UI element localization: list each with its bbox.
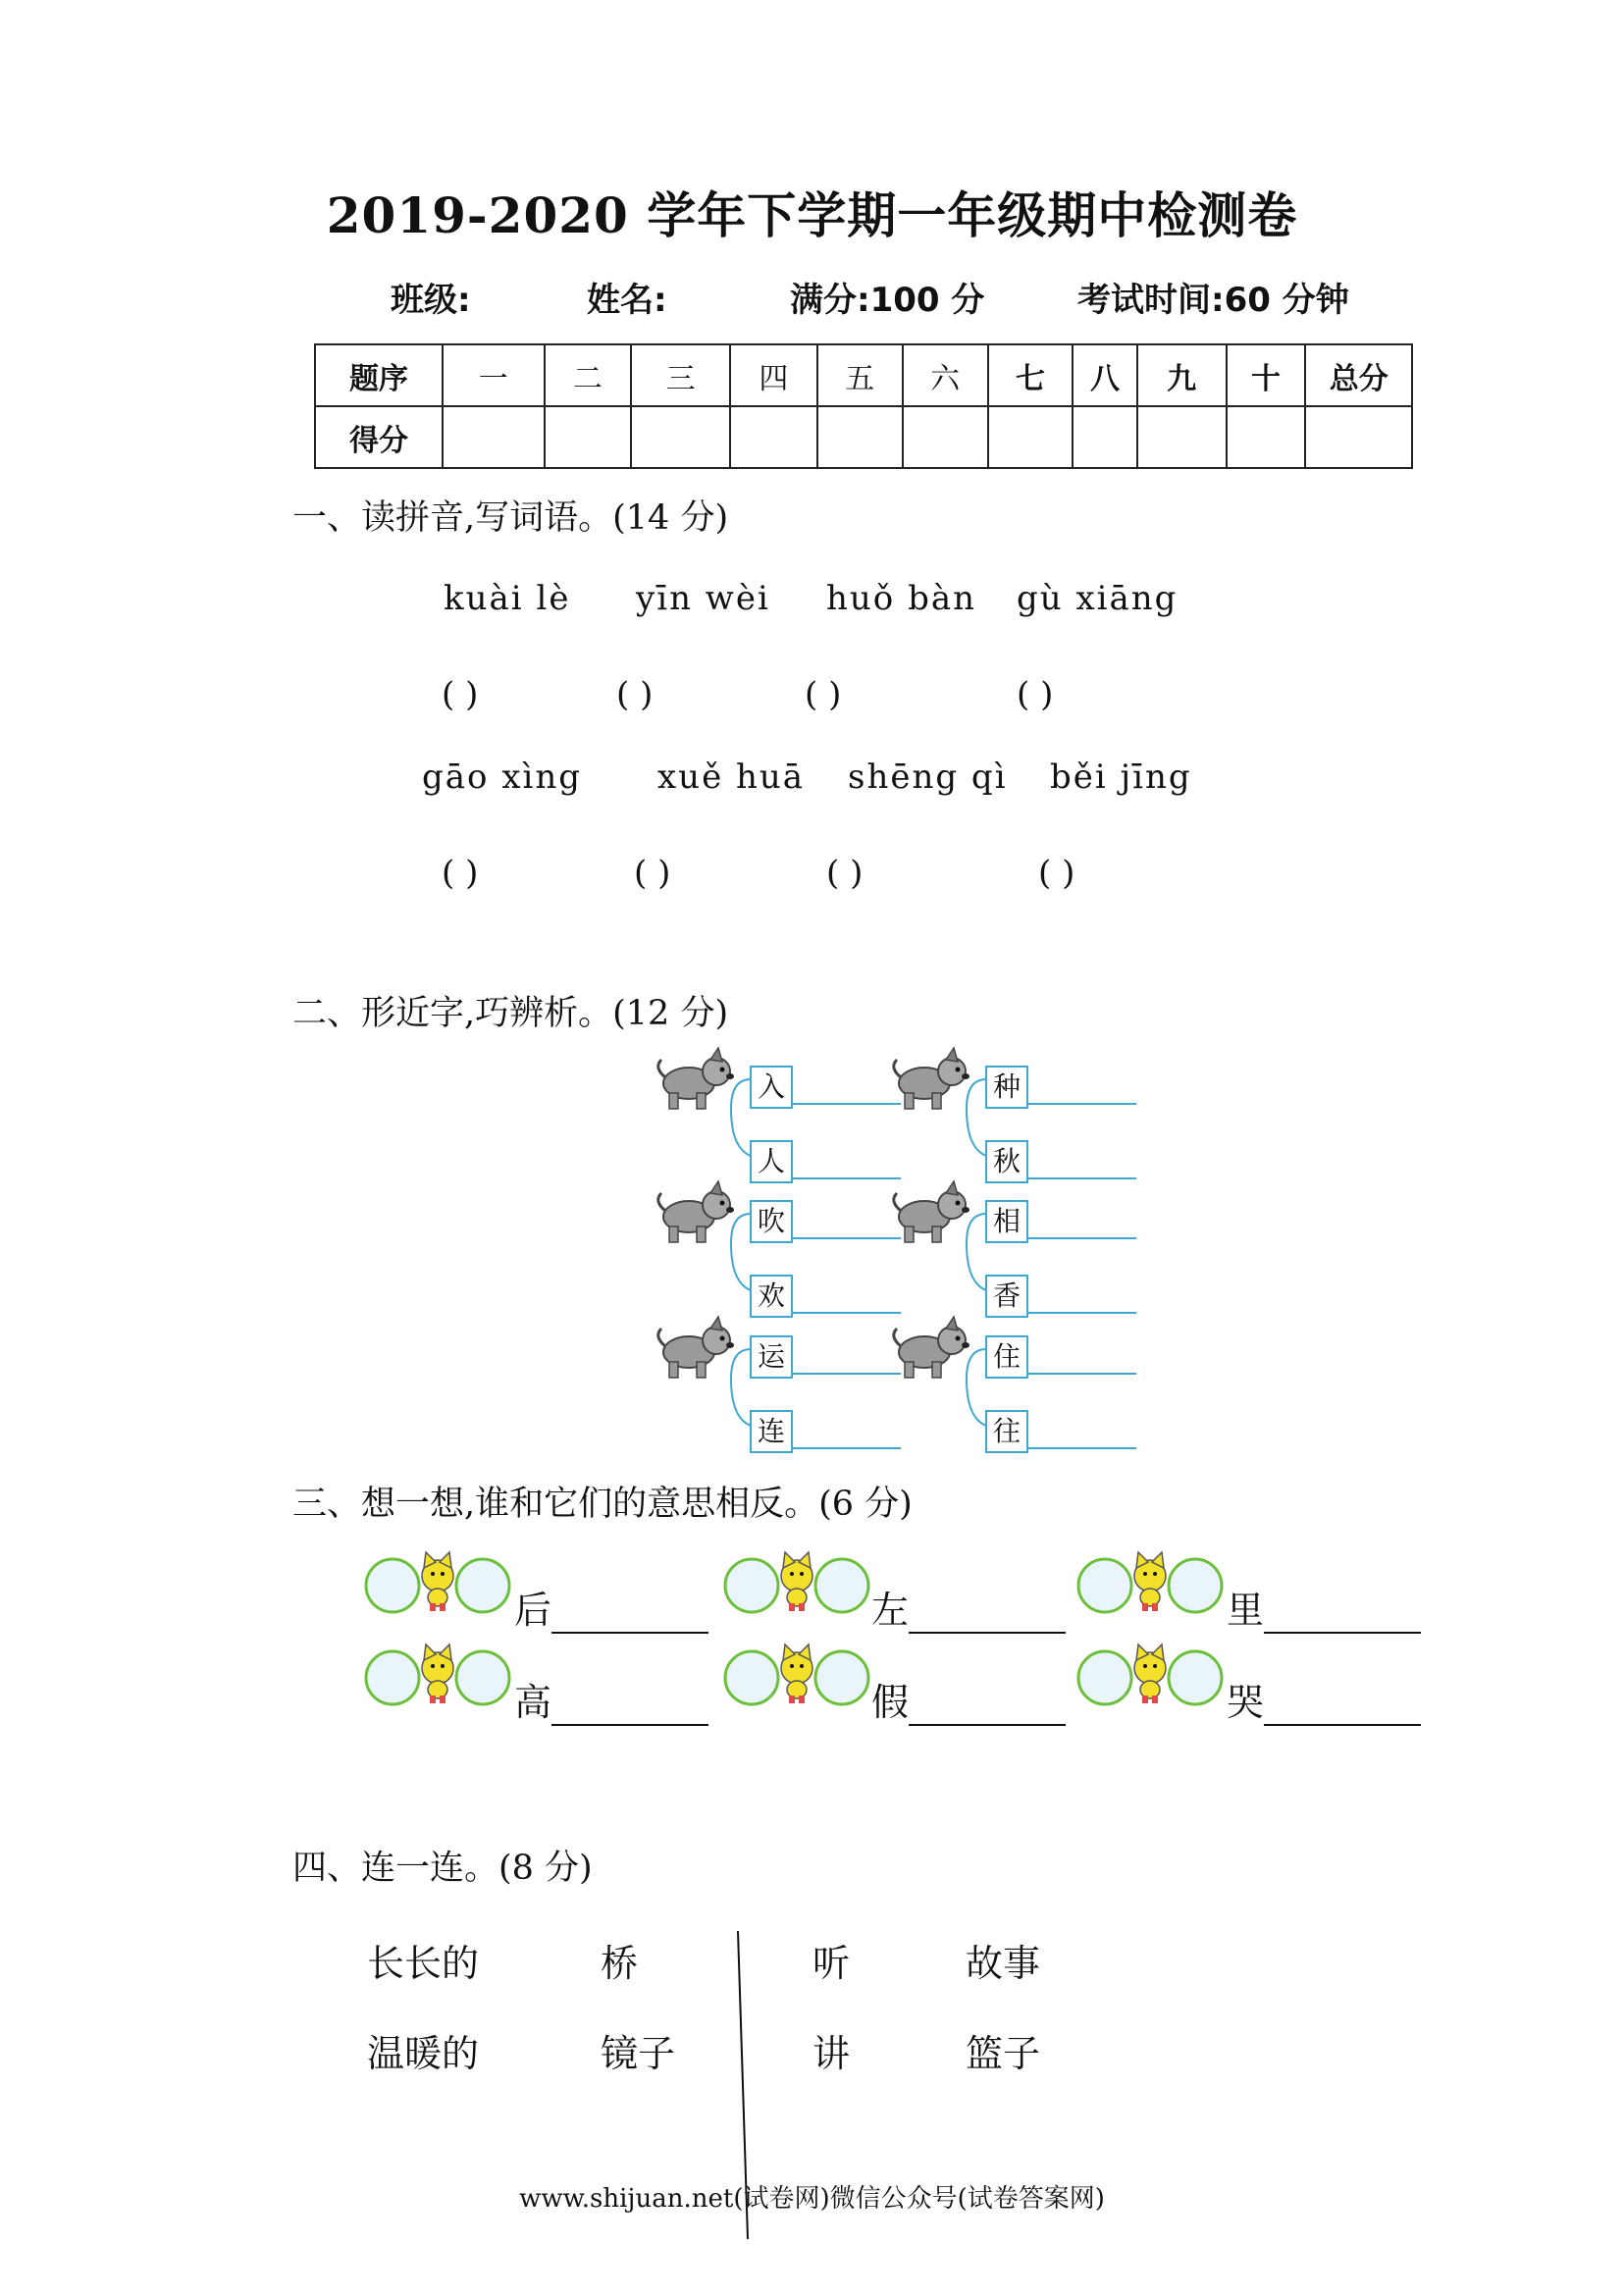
char-box: 吹 <box>750 1200 793 1243</box>
class-label: 班级: <box>391 281 471 320</box>
antonym-char: 里 <box>1227 1589 1265 1632</box>
section3-title: 三、想一想,谁和它们的意思相反。(6 分) <box>292 1485 913 1524</box>
answer-line[interactable] <box>1028 1312 1136 1314</box>
pinyin-item: xuě huā <box>657 757 806 797</box>
pinyin-item: gāo xìng <box>422 757 583 797</box>
char-box: 欢 <box>750 1275 793 1318</box>
table-header-cell: 十 <box>1227 344 1306 406</box>
answer-blank[interactable]: ( ) <box>442 854 479 893</box>
table-header-cell: 七 <box>988 344 1074 406</box>
name-label: 姓名: <box>587 281 667 320</box>
section2-title: 二、形近字,巧辨析。(12 分) <box>292 994 729 1033</box>
table-header-cell: 三 <box>631 344 730 406</box>
answer-circle <box>456 1559 509 1612</box>
answer-blank[interactable]: ( ) <box>616 675 654 714</box>
table-header-cell: 四 <box>730 344 817 406</box>
table-row-label: 得分 <box>315 406 443 468</box>
answer-blank[interactable]: ( ) <box>1038 854 1075 893</box>
pinyin-item: huǒ bàn <box>826 579 977 618</box>
char-box: 香 <box>985 1275 1028 1318</box>
antonym-char: 后 <box>514 1589 552 1632</box>
antonym-char: 哭 <box>1227 1681 1265 1724</box>
answer-circle <box>725 1651 778 1704</box>
table-header-cell: 六 <box>903 344 988 406</box>
char-box: 运 <box>750 1335 793 1379</box>
char-box: 往 <box>985 1410 1028 1453</box>
antonym-char: 高 <box>514 1681 552 1724</box>
answer-blank[interactable] <box>909 1600 1066 1634</box>
answer-line[interactable] <box>1028 1373 1136 1375</box>
cat-icon <box>1134 1552 1166 1611</box>
cat-icon <box>1134 1644 1166 1703</box>
char-box: 入 <box>750 1066 793 1109</box>
answer-line[interactable] <box>1028 1237 1136 1239</box>
full-score-label: 满分:100 分 <box>790 281 985 320</box>
table-header-cell: 二 <box>545 344 632 406</box>
footer-source: www.shijuan.net(试卷网)微信公众号(试卷答案网) <box>519 2184 1105 2214</box>
bracket-line <box>967 1079 986 1156</box>
match-item[interactable]: 讲 <box>812 2032 851 2075</box>
antonym-item <box>1227 1580 1421 1634</box>
answer-circle <box>725 1559 778 1612</box>
match-item[interactable]: 镜子 <box>601 2032 676 2075</box>
match-item[interactable]: 温暖的 <box>367 2032 480 2075</box>
antonym-item <box>514 1580 708 1634</box>
antonym-char: 假 <box>871 1681 910 1724</box>
bracket-line <box>731 1079 751 1156</box>
section1-title: 一、读拼音,写词语。(14 分) <box>292 498 729 538</box>
answer-circle <box>1169 1651 1222 1704</box>
antonym-item <box>1227 1672 1421 1726</box>
cat-icon <box>422 1644 453 1703</box>
answer-line[interactable] <box>1028 1177 1136 1179</box>
answer-circle <box>1078 1651 1131 1704</box>
match-item[interactable]: 长长的 <box>367 1942 480 1985</box>
match-item[interactable]: 篮子 <box>966 2032 1041 2075</box>
answer-circle <box>366 1559 419 1612</box>
table-header-cell: 题序 <box>315 344 443 406</box>
answer-blank[interactable] <box>551 1600 708 1634</box>
match-item[interactable]: 听 <box>812 1942 851 1985</box>
table-header-cell: 九 <box>1137 344 1227 406</box>
answer-blank[interactable]: ( ) <box>805 675 842 714</box>
answer-blank[interactable] <box>1264 1693 1421 1726</box>
answer-line[interactable] <box>1028 1103 1136 1105</box>
table-header-cell: 八 <box>1073 344 1136 406</box>
answer-line[interactable] <box>793 1373 901 1375</box>
bracket-line <box>967 1349 986 1426</box>
dog-icon <box>894 1317 969 1378</box>
char-box: 种 <box>985 1066 1028 1109</box>
dog-icon <box>658 1181 734 1242</box>
cat-icon <box>781 1552 812 1611</box>
answer-blank[interactable]: ( ) <box>1017 675 1054 714</box>
dog-icon <box>894 1048 969 1109</box>
answer-blank[interactable] <box>909 1693 1066 1726</box>
answer-blank[interactable] <box>551 1693 708 1726</box>
answer-blank[interactable]: ( ) <box>442 675 479 714</box>
table-header-cell: 一 <box>443 344 545 406</box>
answer-blank[interactable] <box>1264 1600 1421 1634</box>
char-box: 相 <box>985 1200 1028 1243</box>
antonym-item <box>514 1672 708 1726</box>
antonym-char: 左 <box>871 1589 910 1632</box>
answer-line[interactable] <box>793 1237 901 1239</box>
pinyin-item: yīn wèi <box>636 579 770 618</box>
dog-icon <box>894 1181 969 1242</box>
answer-line[interactable] <box>793 1447 901 1449</box>
answer-line[interactable] <box>793 1177 901 1179</box>
answer-circle <box>456 1651 509 1704</box>
cat-icon <box>422 1552 453 1611</box>
match-item[interactable]: 桥 <box>601 1942 639 1985</box>
bracket-line <box>967 1214 986 1290</box>
answer-blank[interactable]: ( ) <box>826 854 864 893</box>
answer-line[interactable] <box>793 1312 901 1314</box>
pinyin-item: běi jīng <box>1050 757 1192 797</box>
answer-circle <box>815 1559 868 1612</box>
answer-circle <box>1078 1559 1131 1612</box>
pinyin-item: gù xiāng <box>1017 579 1179 618</box>
pinyin-item: shēng qì <box>848 757 1008 797</box>
char-box: 连 <box>750 1410 793 1453</box>
answer-circle <box>815 1651 868 1704</box>
char-box: 秋 <box>985 1140 1028 1183</box>
bracket-line <box>731 1349 751 1426</box>
pinyin-item: kuài lè <box>444 579 571 618</box>
section4-title: 四、连一连。(8 分) <box>292 1849 593 1888</box>
table-header-cell: 总分 <box>1305 344 1412 406</box>
char-box: 人 <box>750 1140 793 1183</box>
cat-icon <box>781 1644 812 1703</box>
match-item[interactable]: 故事 <box>966 1942 1041 1985</box>
char-box: 住 <box>985 1335 1028 1379</box>
antonym-item <box>871 1672 1066 1726</box>
bracket-line <box>731 1214 751 1290</box>
answer-blank[interactable]: ( ) <box>634 854 671 893</box>
dog-icon <box>658 1048 734 1109</box>
answer-line[interactable] <box>793 1103 901 1105</box>
dog-icon <box>658 1317 734 1378</box>
answer-line[interactable] <box>1028 1447 1136 1449</box>
page-title: 2019-2020 学年下学期一年级期中检测卷 <box>326 186 1298 244</box>
table-header-cell: 五 <box>817 344 903 406</box>
antonym-item <box>871 1580 1066 1634</box>
exam-time-label: 考试时间:60 分钟 <box>1077 281 1349 320</box>
answer-circle <box>366 1651 419 1704</box>
answer-circle <box>1169 1559 1222 1612</box>
